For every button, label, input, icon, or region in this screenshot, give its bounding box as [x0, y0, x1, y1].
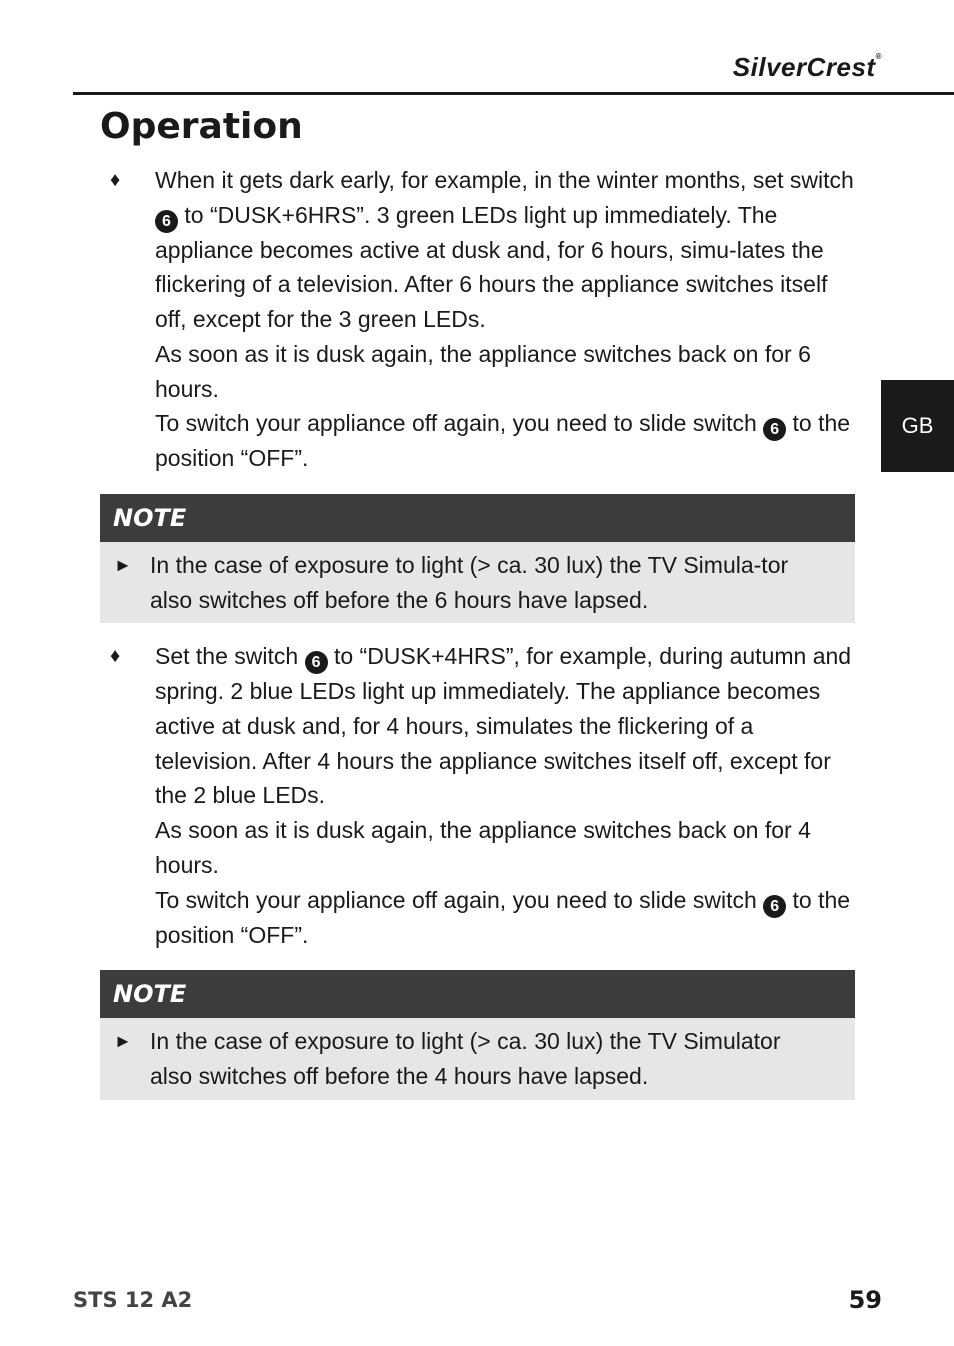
arrow-bullet-icon: ► [114, 554, 132, 575]
arrow-bullet-icon: ► [114, 1031, 132, 1052]
note-heading: NOTE [100, 970, 855, 1018]
diamond-bullet-icon: ♦ [110, 169, 121, 191]
bullet-item-dusk-6hrs [100, 163, 855, 476]
content [100, 163, 855, 1116]
switch-number-badge: 6 [305, 651, 328, 674]
switch-number-badge: 6 [155, 210, 178, 233]
page-number: 59 [848, 1286, 882, 1314]
note-box [100, 970, 855, 1099]
language-tab: GB [881, 380, 954, 472]
switch-number-badge: 6 [763, 895, 786, 918]
page-title: Operation [100, 106, 303, 147]
paragraph: To switch your appliance off again, you need to slide switch 6 to the position “OFF”. [155, 410, 851, 472]
paragraph: As soon as it is dusk again, the appliance switches back on for 6 hours. [155, 340, 811, 402]
diamond-bullet-icon: ♦ [110, 645, 121, 668]
header-rule [73, 92, 954, 95]
bullet-item-dusk-4hrs [100, 639, 855, 952]
note-body [100, 542, 855, 623]
note-text: In the case of exposure to light (> ca. 30 lux) the TV Simulator also switches off before the 4 hours have lapsed. [150, 1028, 781, 1089]
paragraph: When it gets dark early, for example, in the winter months, set switch 6 to “DUSK+6HRS”. 3 green LEDs light up immediately. The appliance becomes active at dusk and, for 6 hours, simu-lates the flickering of a television. After 6 hours the appliance switches itself off, except for the 3 green LEDs. [155, 167, 854, 333]
note-text: In the case of exposure to light (> ca. 30 lux) the TV Simula-tor also switches off before the 6 hours have lapsed. [150, 551, 789, 613]
footer-model: STS 12 A2 [73, 1288, 193, 1312]
note-heading: NOTE [100, 494, 855, 542]
registered-mark: ® [875, 52, 882, 61]
paragraph: To switch your appliance off again, you need to slide switch 6 to the position “OFF”. [155, 886, 851, 948]
brand-name: SilverCrest [732, 52, 876, 82]
switch-number-badge: 6 [763, 418, 786, 441]
note-body [100, 1018, 855, 1099]
note-box [100, 494, 855, 623]
paragraph: As soon as it is dusk again, the appliance switches back on for 4 hours. [155, 817, 811, 878]
brand-logo [733, 52, 882, 83]
paragraph: Set the switch 6 to “DUSK+4HRS”, for example, during autumn and spring. 2 blue LEDs light up immediately. The appliance becomes active at dusk and, for 4 hours, simulates the flickering of a television. After 4 hours the appliance switches itself off, except for the 2 blue LEDs. [155, 643, 852, 809]
